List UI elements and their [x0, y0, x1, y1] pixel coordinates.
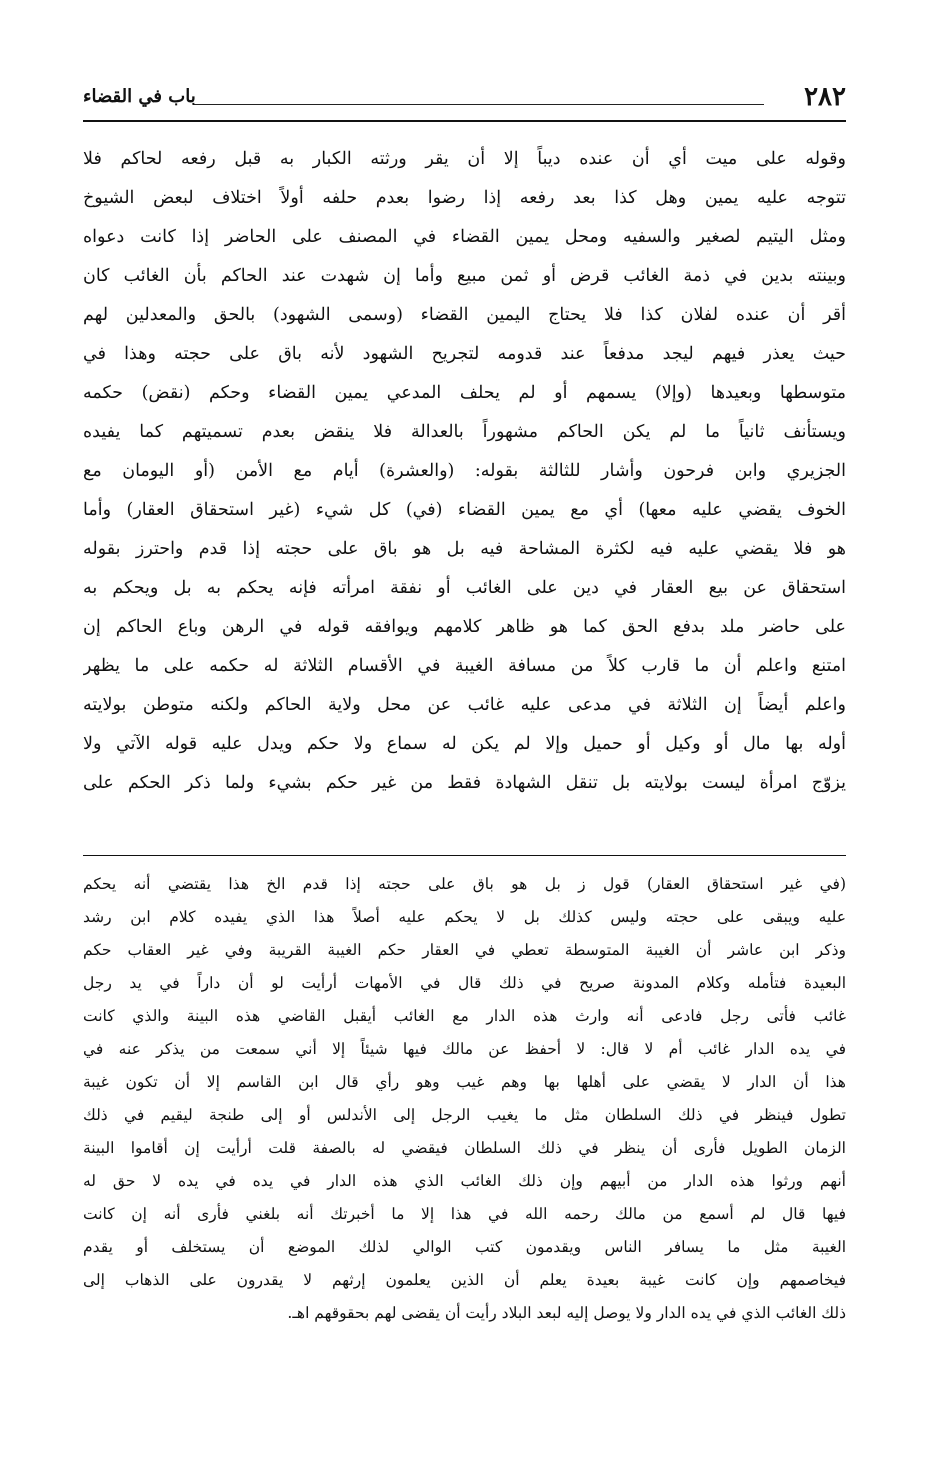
footnote-line: أنهم ورثوا هذه الدار من أبيهم وإن ذلك الغائب الذي هذه الدار في يده في يده لا حق له	[83, 1172, 846, 1190]
footnote-line: ذلك الغائب الذي في يده الدار ولا يوصل إليه لبعد البلاد رأيت أن يقضى لهم بحقوقهم اهـ.	[287, 1304, 846, 1322]
footnote-line: الزمان الطويل فأرى أن ينظر في ذلك السلطان فيقضي له بالصفة قلت أرأيت إن أقاموا البينة	[83, 1139, 846, 1157]
main-line: وقوله على ميت أي أن عنده ديباً إلا أن يقر ورثته الكبار به قبل رفعه لحاكم فلا	[83, 149, 846, 169]
footnote-line: تطول فينظر في ذلك السلطان مثل ما يغيب الرجل إلى الأندلس أو إلى طنجة ليقيم في ذلك	[83, 1106, 846, 1124]
main-line: الخوف يقضي عليه معها) أي مع يمين القضاء (في) كل شيء (غير استحقاق العقار) وأما	[83, 500, 846, 520]
main-line: متوسطها وبعيدها (وإلا) يسمهم أو لم يحلف المدعي يمين القضاء وحكم (نقض) حكمه	[83, 383, 846, 403]
footnote-line: البعيدة فتأمله وكلام المدونة صريح في ذلك قال في الأمهات أرأيت لو أن داراً في يد رجل	[83, 974, 846, 992]
main-line: وبينته بدين في ذمة الغائب قرض أو ثمن مبيع وأما إن شهدت عند الحاكم بأن الغائب كان	[83, 266, 846, 286]
footnote-line: فيخاصمهم وإن كانت غيبة بعيدة يعلم أن الذين يعلمون إرثهم لا يقدرون على الذهاب إلى	[83, 1271, 846, 1289]
header-dash-line	[193, 104, 764, 105]
main-line: الجزيري وابن فرحون وأشار للثالثة بقوله: (والعشرة) أيام مع الأمن (أو اليومان مع	[83, 461, 846, 481]
main-line: تتوجه عليه يمين وهل كذا بعد رفعه إذا رضوا بعدم حلفه أولاً اختلاف لبعض الشيوخ	[83, 188, 846, 208]
main-line: أوله بها مال أو وكيل أو حميل وإلا لم يكن له سماع ولا حكم ويدل عليه قوله الآتي ولا	[83, 734, 846, 754]
main-line: استحقاق عن بيع العقار في دين على الغائب أو نفقة امرأته فإنه يحكم به بل ويحكم به	[83, 578, 846, 598]
main-line: واعلم أيضاً إن الثلاثة في مدعى عليه غائب عن محل ولاية الحاكم ولكنه متوطن بولايته	[83, 695, 846, 715]
main-line: يزوّج امرأة ليست بولايته بل تنقل الشهادة فقط من غير حكم بشيء ولما ذكر الحكم على	[83, 773, 846, 793]
footnote-line: غائب فأتى رجل فادعى أنه وارث هذه الدار مع الغائب أيقبل القاضي هذه البينة والذي كانت	[83, 1007, 846, 1025]
main-line: حيث يعذر فيهم ليجد مدفعاً عند قدومه لتجريح الشهود لأنه باق على حجته وهذا في	[83, 344, 846, 364]
footnote-separator	[83, 855, 846, 856]
page-number: ٢٨٢	[804, 82, 846, 112]
header-rule	[83, 120, 846, 122]
footnote-line: وذكر ابن عاشر أن الغيبة المتوسطة تعطي في العقار حكم الغيبة القريبة وفي غير العقاب حكم	[83, 941, 846, 959]
footnote-line: الغيبة مثل ما يسافر الناس ويقدمون كتب الوالي لذلك الموضع أن يستخلف أو يقدم	[83, 1238, 846, 1256]
footnote-line: فيها قال لم أسمع من مالك رحمه الله في هذا إلا ما أخبرتك أنه بلغني فأرى أنه إن كانت	[83, 1205, 846, 1223]
footnote-line: عليه ويبقى على حجته وليس كذلك بل لا يحكم عليه أصلاً هذا الذي يفيده كلام ابن رشد	[83, 908, 846, 926]
page-header	[83, 78, 846, 122]
footnotes	[83, 868, 846, 1330]
main-line: امتنع واعلم أن ما قارب كلاً من مسافة الغيبة في الأقسام الثلاثة له حكمه على ما يظهر	[83, 656, 846, 676]
main-line: على حاضر ملد بدفع الحق كما هو ظاهر كلامهم ويوافقه قوله في الرهن وباع الحاكم إن	[83, 617, 846, 637]
main-line: ويستأنف ثانياً ما لم يكن الحاكم مشهوراً بالعدالة فلا ينقض بعدم تسميتهم كما يفيده	[83, 422, 846, 442]
main-line: ومثل اليتيم لصغير والسفيه ومحل يمين القضاء في المصنف على الحاضر إذا كانت دعواه	[83, 227, 846, 247]
main-text	[83, 140, 846, 803]
running-title: باب في القضاء	[83, 86, 196, 107]
main-line: أقر أن عنده لفلان كذا فلا يحتاج اليمين القضاء (وسمى الشهود) بالحق والمعدلين لهم	[83, 305, 846, 325]
footnote-line: في يده الدار غائب أم لا قال: لا أحفظ عن مالك فيها شيئاً إلا أني سمعت من يذكر عنه في	[83, 1040, 846, 1058]
footnote-line: هذا أن الدار لا يقضي على أهلها بها وهم غيب وهو رأي قال ابن القاسم إلا أن تكون غيبة	[83, 1073, 846, 1091]
main-line: هو فلا يقضي عليه فيه لكثرة المشاحة فيه بل هو باق على حجته إذا قدم واحترز بقوله	[83, 539, 846, 559]
footnote-line: (في غير استحقاق العقار) قول ز بل هو باق على حجته إذا قدم الخ هذا يقتضي أنه يحكم	[83, 875, 846, 893]
